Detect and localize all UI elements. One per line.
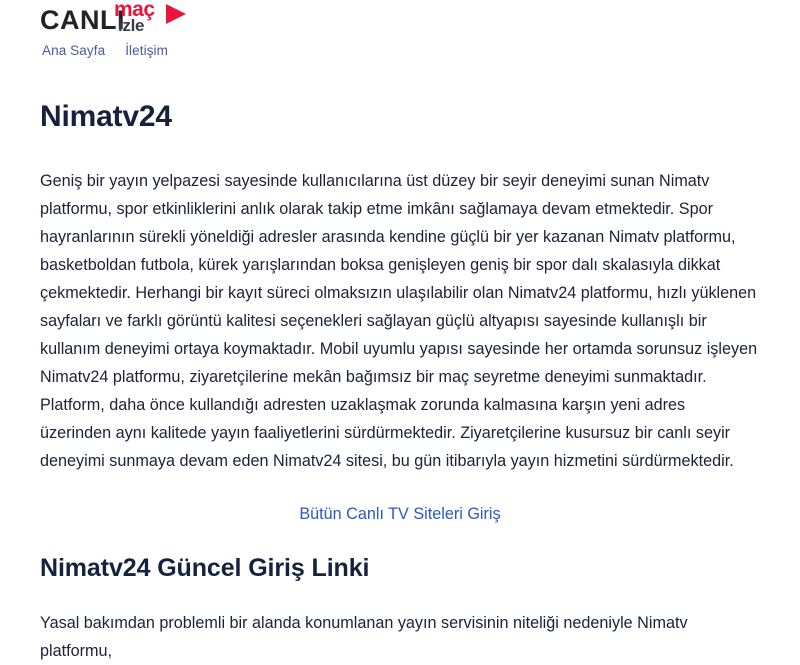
- svg-text:maç: maç: [114, 0, 155, 21]
- section-title: Nimatv24 Güncel Giriş Linki: [40, 553, 370, 582]
- logo-canli-mac-izle-icon[interactable]: [40, 0, 210, 36]
- article-content: [0, 100, 800, 665]
- all-live-tv-sites-link[interactable]: Bütün Canlı TV Siteleri Giriş: [299, 504, 501, 523]
- article-paragraph: Geniş bir yayın yelpazesi sayesinde kullanıcılarına üst düzey bir seyir deneyimi sunan Nimatv platformu, spor etkinliklerini anlık olarak takip etme imkânı sağlamaya devam etmektedir. Spor hayranlarının sürekli yöneldiği adresler arasında kendine güçlü bir yer kazanan Nimatv platformu, basketboldan futbola, kürek yarışlarından boksa genişleyen geniş bir spor dalı skalasıyla dikkat çekmektedir. Herhangi bir kayıt süreci olmaksızın ulaşılabilir olan Nimatv24 platformu, hızlı yüklenen sayfaları ve farklı görüntü kalitesi seçenekleri sağlayan güçlü altyapısı sayesinde kullanışlı bir kullanım deneyimi ortaya koymaktadır. Mobil uyumlu yapısı sayesinde her ortamda sorunsuz işleyen Nimatv24 platformu, ziyaretçilerine mekân bağımsız bir maç seyretme deneyimi sunmaktadır. Platform, daha önce kullandığı adresten uzaklaşmak zorunda kalmasına karşın yeni adres üzerinden aynı kalitede yayın faaliyetlerini sürdürmektedir. Ziyaretçilerine kusursuz bir canlı seyir deneyimi sunmaya devam eden Nimatv24 sitesi, bu gün itibarıyla yayın hizmetini sürdürmektedir.: [40, 171, 758, 470]
- svg-text:CANLI: CANLI: [40, 5, 125, 35]
- section-paragraph: Yasal bakımdan problemli bir alanda konumlanan yayın servisinin niteliği nedeniyle Nimatv platformu,: [40, 613, 688, 660]
- nav-item-contact[interactable]: İletişim: [125, 43, 169, 59]
- svg-text:izle: izle: [118, 16, 145, 35]
- nav-item-home[interactable]: Ana Sayfa: [42, 43, 106, 59]
- site-header: [0, 0, 800, 64]
- main-nav[interactable]: [40, 38, 760, 64]
- cta-link-row: [40, 505, 760, 524]
- page-title: Nimatv24: [40, 100, 172, 133]
- site-logo[interactable]: [40, 0, 210, 36]
